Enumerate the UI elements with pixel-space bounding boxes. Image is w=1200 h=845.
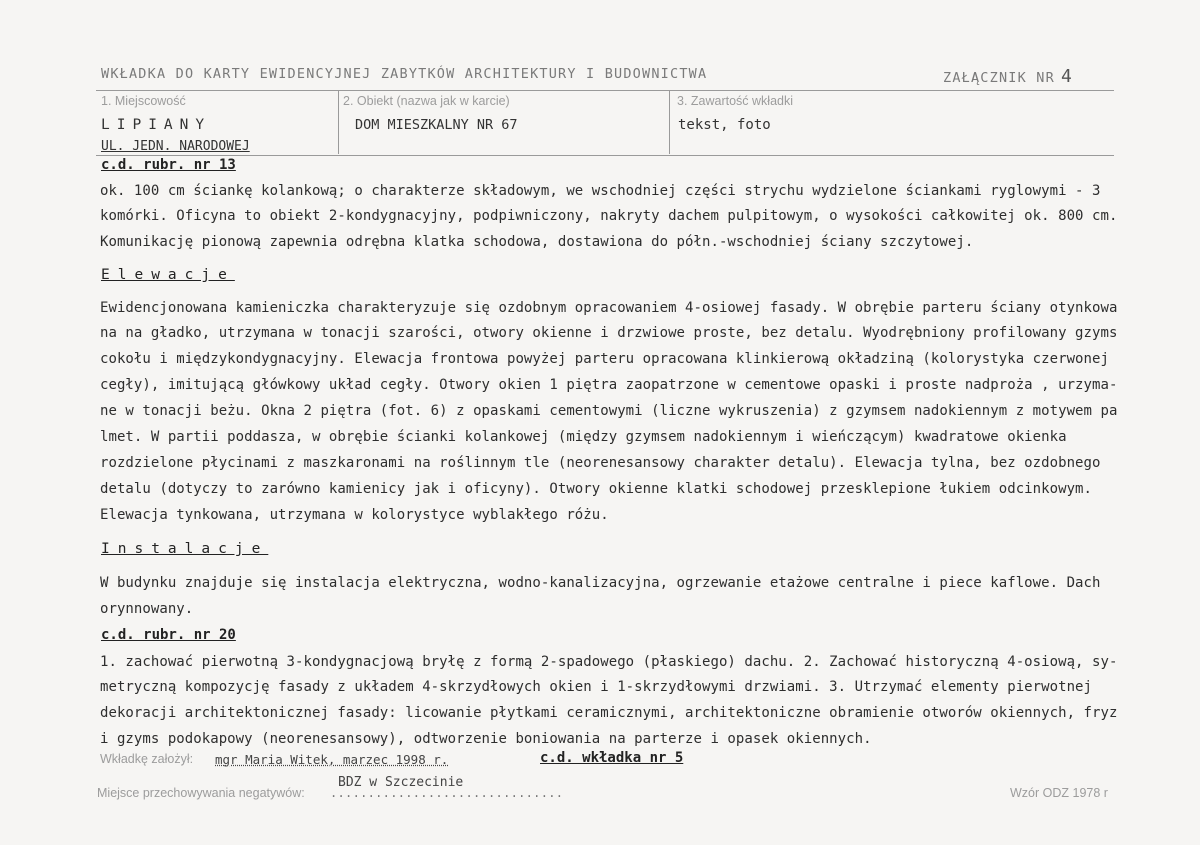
- contents-label: 3. Zawartość wkładki: [677, 94, 794, 108]
- recommendation-line-3: dekoracji architektonicznej fasady: licowanie płytkami ceramicznymi, architektoniczne obramienie otworów okiennych, fryz: [100, 705, 1118, 721]
- elewacje-line-8: detalu (dotyczy to zarówno kamienicy jak i oficyny). Otwory okienne klatki schodowej przesklepione łukiem odcinkowym.: [100, 481, 1093, 497]
- place-value: LIPIANY: [101, 117, 212, 133]
- fields-bottom-rule: [96, 155, 1114, 156]
- elewacje-line-9: Elewacja tynkowana, utrzymana w kolorystyce wyblakłego różu.: [100, 507, 609, 523]
- intro-line-2: komórki. Oficyna to obiekt 2-kondygnacyjny, podpiwniczony, nakryty dachem pulpitowym, o wysokości całkowitej ok. 800 cm.: [100, 208, 1118, 224]
- author-value: mgr Maria Witek, marzec 1998 r.: [215, 752, 449, 767]
- field-divider-2: [669, 90, 670, 154]
- elewacje-line-5: ne w tonacji beżu. Okna 2 piętra (fot. 6) z opaskami cementowymi (liczne wykruszenia) z gzymsem nadokiennym z motywem pa: [100, 403, 1118, 419]
- recommendation-line-4: i gzyms podokapowy (neorenesansowy), odtworzenie boniowania na parterze i opasek okiennych.: [100, 731, 872, 747]
- section-heading-elewacje: Elewacje: [101, 267, 235, 283]
- street-value: UL. JEDN. NARODOWEJ: [101, 139, 250, 154]
- intro-line-3: Komunikację pionową zapewnia odrębna klatka schodowa, dostawiona do półn.-wschodniej ściany szczytowej.: [100, 234, 974, 250]
- continued-insert-ref: c.d. wkładka nr 5: [540, 750, 684, 766]
- object-value: DOM MIESZKALNY NR 67: [355, 117, 518, 133]
- author-label: Wkładkę założył:: [100, 752, 194, 766]
- attachment-label: [943, 66, 1073, 87]
- instalacje-line-1: W budynku znajduje się instalacja elektryczna, wodno-kanalizacyjna, ogrzewanie etażowe centralne i piece kaflowe. Dach: [100, 575, 1101, 591]
- header-rule: [96, 90, 1114, 91]
- card-title: WKŁADKA DO KARTY EWIDENCYJNEJ ZABYTKÓW ARCHITEKTURY I BUDOWNICTWA: [101, 66, 708, 82]
- attachment-label-text: ZAŁĄCZNIK NR: [943, 70, 1055, 86]
- storage-label: Miejsce przechowywania negatywów:: [97, 786, 305, 800]
- contents-value: tekst, foto: [678, 117, 771, 133]
- elewacje-line-3: cokołu i międzykondygnacyjny. Elewacja frontowa powyżej parteru opracowana klinkierową okładziną (kolorystyka czerwonej: [100, 351, 1109, 367]
- object-label: 2. Obiekt (nazwa jak w karcie): [343, 94, 510, 108]
- storage-dots: ...............................: [330, 786, 564, 800]
- field-divider-1: [338, 90, 339, 154]
- continuation-ref-13: c.d. rubr. nr 13: [101, 157, 236, 173]
- continuation-ref-20: c.d. rubr. nr 20: [101, 627, 236, 643]
- place-label: 1. Miejscowość: [101, 94, 186, 108]
- recommendation-line-1: 1. zachować pierwotną 3-kondygnacjową bryłę z formą 2-spadowego (płaskiego) dachu. 2. Zachować historyczną 4-osiową, sy-: [100, 654, 1118, 670]
- elewacje-line-1: Ewidencjonowana kamieniczka charakteryzuje się ozdobnym opracowaniem 4-osiowej fasady. W obrębie parteru ściany otynkowa: [100, 300, 1118, 316]
- elewacje-line-2: na na gładko, utrzymana w tonacji szarości, otwory okienne i drzwiowe proste, bez detalu. Wyodrębniony profilowany gzyms: [100, 325, 1118, 341]
- intro-line-1: ok. 100 cm ściankę kolankową; o charakterze składowym, we wschodniej części strychu wydzielone ściankami ryglowymi - 3: [100, 183, 1101, 199]
- section-heading-instalacje: Instalacje: [101, 541, 269, 557]
- form-code: Wzór ODZ 1978 r: [1010, 786, 1108, 800]
- elewacje-line-7: rozdzielone płycinami z maszkaronami na roślinnym tle (neorenesansowy charakter detalu). Elewacja tylna, bez ozdobnego: [100, 455, 1101, 471]
- elewacje-line-6: lmet. W partii poddasza, w obrębie ścianki kolankowej (między gzymsem nadokiennym i wieńczącym) kwadratowe okienka: [100, 429, 1067, 445]
- instalacje-line-2: orynnowany.: [100, 601, 194, 617]
- recommendation-line-2: metryczną kompozycję fasady z układem 4-skrzydłowych okien i 1-skrzydłowymi drzwiami. 3. Utrzymać elementy pierwotnej: [100, 679, 1093, 695]
- storage-value: BDZ w Szczecinie: [338, 775, 464, 790]
- elewacje-line-4: cegły), imitującą główkowy układ cegły. Otwory okien 1 piętra zaopatrzone w cementowe opaski i proste nadproża , urzyma-: [100, 377, 1118, 393]
- attachment-number: 4: [1060, 66, 1073, 87]
